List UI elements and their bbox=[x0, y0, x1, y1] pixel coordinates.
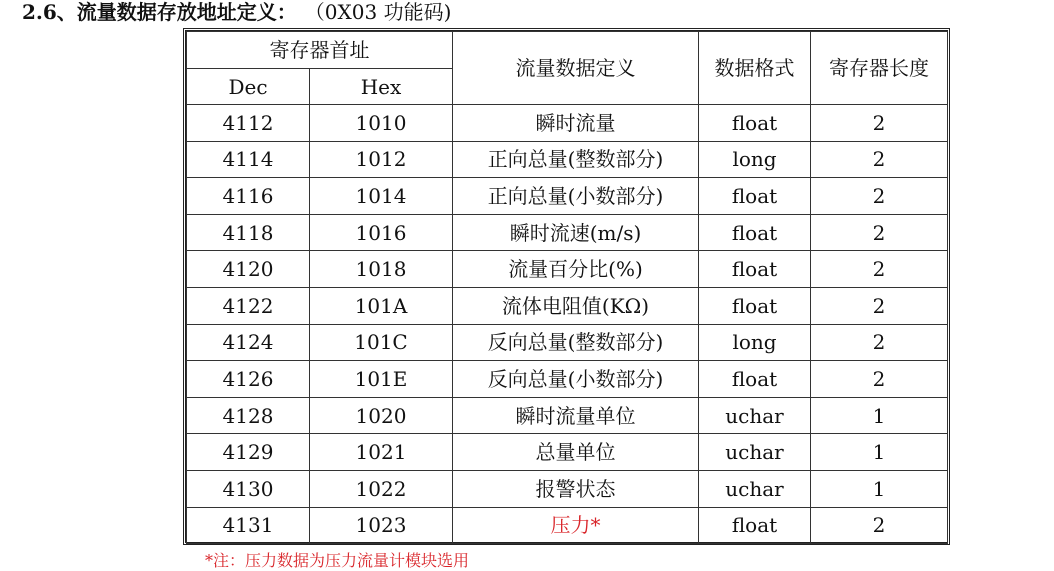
cell-format: long bbox=[699, 141, 811, 178]
cell-length: 2 bbox=[811, 105, 948, 142]
cell-dec: 4116 bbox=[187, 178, 310, 215]
header-definition: 流量数据定义 bbox=[453, 32, 699, 105]
cell-format: long bbox=[699, 324, 811, 361]
table-row bbox=[187, 141, 948, 178]
cell-format: uchar bbox=[699, 434, 811, 471]
cell-length: 2 bbox=[811, 361, 948, 398]
cell-format: float bbox=[699, 287, 811, 324]
section-number: 2.6、 bbox=[22, 0, 77, 24]
cell-dec: 4118 bbox=[187, 214, 310, 251]
cell-hex: 1021 bbox=[310, 434, 453, 471]
cell-length: 2 bbox=[811, 287, 948, 324]
cell-dec: 4122 bbox=[187, 287, 310, 324]
cell-length: 2 bbox=[811, 324, 948, 361]
cell-length: 2 bbox=[811, 178, 948, 215]
cell-dec: 4128 bbox=[187, 397, 310, 434]
table-row bbox=[187, 434, 948, 471]
cell-length: 1 bbox=[811, 470, 948, 507]
table-row bbox=[187, 324, 948, 361]
cell-hex: 1014 bbox=[310, 178, 453, 215]
cell-format: float bbox=[699, 214, 811, 251]
cell-definition: 瞬时流量 bbox=[453, 105, 699, 142]
cell-definition: 瞬时流速(m/s) bbox=[453, 214, 699, 251]
cell-dec: 4131 bbox=[187, 507, 310, 544]
cell-definition: 瞬时流量单位 bbox=[453, 397, 699, 434]
cell-format: float bbox=[699, 105, 811, 142]
cell-definition: 报警状态 bbox=[453, 470, 699, 507]
table-row bbox=[187, 214, 948, 251]
table-row bbox=[187, 105, 948, 142]
cell-format: float bbox=[699, 361, 811, 398]
cell-format: uchar bbox=[699, 397, 811, 434]
table-row bbox=[187, 251, 948, 288]
cell-definition: 反向总量(整数部分) bbox=[453, 324, 699, 361]
cell-dec: 4112 bbox=[187, 105, 310, 142]
cell-hex: 1020 bbox=[310, 397, 453, 434]
cell-hex: 1012 bbox=[310, 141, 453, 178]
section-title: 流量数据存放地址定义： bbox=[76, 0, 297, 24]
header-dec: Dec bbox=[187, 69, 310, 105]
cell-dec: 4126 bbox=[187, 361, 310, 398]
cell-dec: 4120 bbox=[187, 251, 310, 288]
cell-format: float bbox=[699, 507, 811, 544]
cell-hex: 1018 bbox=[310, 251, 453, 288]
cell-definition: 流量百分比(%) bbox=[453, 251, 699, 288]
cell-definition: 反向总量(小数部分) bbox=[453, 361, 699, 398]
cell-definition: 正向总量(小数部分) bbox=[453, 178, 699, 215]
cell-dec: 4114 bbox=[187, 141, 310, 178]
header-format: 数据格式 bbox=[699, 32, 811, 105]
table-row bbox=[187, 361, 948, 398]
cell-definition: 流体电阻值(KΩ) bbox=[453, 287, 699, 324]
table-row bbox=[187, 178, 948, 215]
cell-length: 1 bbox=[811, 397, 948, 434]
header-hex: Hex bbox=[310, 69, 453, 105]
cell-definition: 压力* bbox=[453, 507, 699, 544]
cell-format: uchar bbox=[699, 470, 811, 507]
cell-length: 2 bbox=[811, 507, 948, 544]
cell-definition: 正向总量(整数部分) bbox=[453, 141, 699, 178]
cell-hex: 101A bbox=[310, 287, 453, 324]
cell-length: 2 bbox=[811, 141, 948, 178]
header-length: 寄存器长度 bbox=[811, 32, 948, 105]
table-row bbox=[187, 397, 948, 434]
cell-definition: 总量单位 bbox=[453, 434, 699, 471]
cell-length: 1 bbox=[811, 434, 948, 471]
cell-dec: 4130 bbox=[187, 470, 310, 507]
cell-hex: 101C bbox=[310, 324, 453, 361]
footnote: *注：压力数据为压力流量计模块选用 bbox=[205, 551, 470, 570]
cell-hex: 101E bbox=[310, 361, 453, 398]
cell-dec: 4129 bbox=[187, 434, 310, 471]
cell-hex: 1022 bbox=[310, 470, 453, 507]
function-code: （0X03 功能码) bbox=[314, 0, 452, 24]
table-row bbox=[187, 507, 948, 544]
cell-length: 2 bbox=[811, 251, 948, 288]
cell-hex: 1023 bbox=[310, 507, 453, 544]
cell-hex: 1016 bbox=[310, 214, 453, 251]
table-row bbox=[187, 287, 948, 324]
cell-format: float bbox=[699, 251, 811, 288]
register-table bbox=[183, 28, 950, 545]
table-row bbox=[187, 470, 948, 507]
cell-dec: 4124 bbox=[187, 324, 310, 361]
cell-length: 2 bbox=[811, 214, 948, 251]
header-address: 寄存器首址 bbox=[187, 32, 453, 69]
cell-hex: 1010 bbox=[310, 105, 453, 142]
section-heading bbox=[22, 0, 451, 25]
cell-format: float bbox=[699, 178, 811, 215]
